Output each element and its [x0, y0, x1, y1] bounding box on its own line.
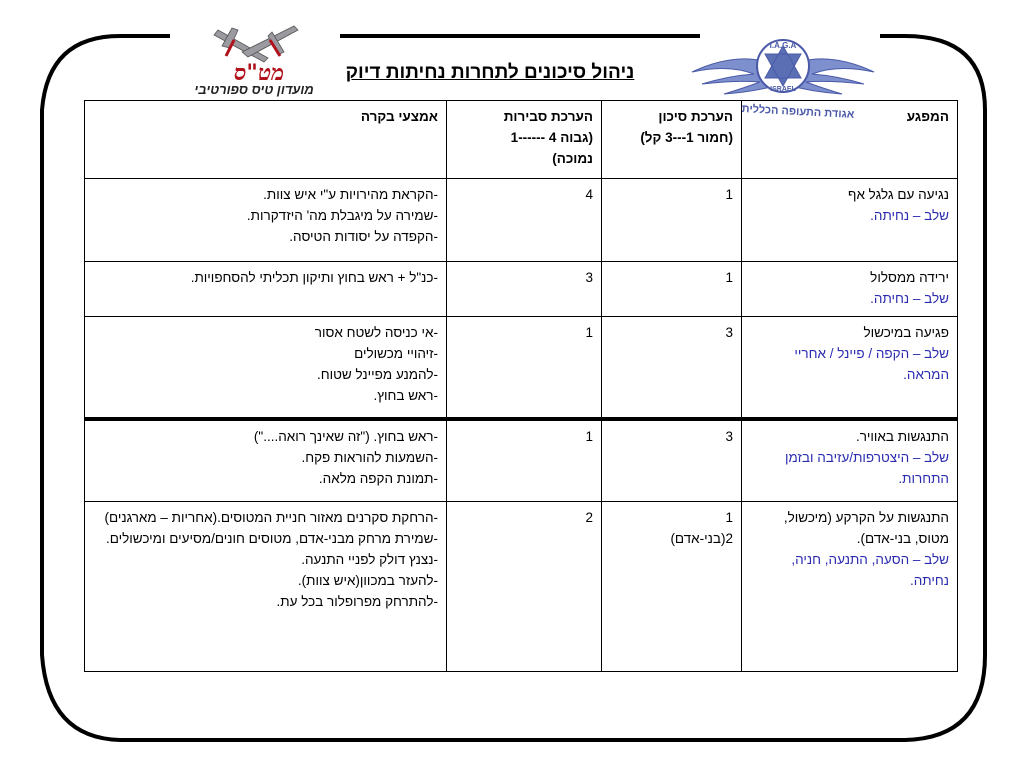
- table-row: [85, 179, 958, 262]
- hazard-cell: התנגשות באוויר. שלב – היצטרפות/עזיבה ובזמן התחרות.: [742, 419, 958, 502]
- controls-cell: -הקראת מהירויות ע"י איש צוות. -שמירה על מיגבלת מה' היזדקרות. -הקפדה על יסודות הטיסה.: [85, 179, 447, 262]
- controls-cell: -ראש בחוץ. ("זה שאינך רואה....") -השמעות להוראות פקח. -תמונת הקפה מלאה.: [85, 419, 447, 502]
- header-controls: אמצעי בקרה: [85, 101, 447, 179]
- emblem-bottom-text: ISRAEL: [770, 86, 796, 93]
- hazard-cell: פגיעה במיכשול שלב – הקפה / פיינל / אחריי המראה.: [742, 317, 958, 419]
- club-subtitle: מועדון טיס ספורטיבי: [194, 82, 314, 97]
- hazard-cell: נגיעה עם גלגל אף שלב – נחיתה.: [742, 179, 958, 262]
- hazard-cell: התנגשות על הקרקע (מיכשול, מטוס, בני-אדם). שלב – הסעה, התנעה, חניה, נחיתה.: [742, 502, 958, 672]
- risk-cell: 1: [602, 179, 742, 262]
- association-caption: אגודת התעופה הכללית: [741, 103, 855, 121]
- hazard-cell: ירידה ממסלול שלב – נחיתה.: [742, 262, 958, 317]
- likelihood-cell: 2: [447, 502, 602, 672]
- controls-cell: -הרחקת סקרנים מאזור חניית המטוסים.(אחריות – מארגנים) -שמירת מרחק מבני-אדם, מטוסים חונים/מסיעים ומיכשולים. -נצנץ דולק לפניי התנעה. -להעזר במכוון(איש צוות). -להתרחק מפרופלור בכל עת.: [85, 502, 447, 672]
- risk-cell: 1: [602, 262, 742, 317]
- club-name: מט"ס: [233, 60, 285, 86]
- controls-cell: -כנ"ל + ראש בחוץ ותיקון תכליתי להסחפויות.: [85, 262, 447, 317]
- table-row: [85, 419, 958, 502]
- likelihood-cell: 1: [447, 419, 602, 502]
- header-risk: הערכת סיכון (חמור 1---3 קל): [602, 101, 742, 179]
- header-hazard: המפגע: [742, 101, 958, 179]
- header-likelihood: הערכת סבירות (גבוה 4 ------1 נמוכה): [447, 101, 602, 179]
- likelihood-cell: 1: [447, 317, 602, 419]
- risk-table: [84, 100, 958, 672]
- table-row: [85, 502, 958, 672]
- likelihood-cell: 3: [447, 262, 602, 317]
- table-row: [85, 262, 958, 317]
- risk-cell: 3: [602, 419, 742, 502]
- controls-cell: -אי כניסה לשטח אסור -זיהויי מכשולים -להמנע מפיינל שטוח. -ראש בחוץ.: [85, 317, 447, 419]
- page-title: ניהול סיכונים לתחרות נחיתות דיוק: [345, 62, 635, 83]
- emblem-top-text: I.A.G.A: [769, 41, 797, 50]
- table-row: [85, 317, 958, 419]
- risk-cell: 3: [602, 317, 742, 419]
- table-header-row: [85, 101, 958, 179]
- risk-cell: 1 2(בני-אדם): [602, 502, 742, 672]
- likelihood-cell: 4: [447, 179, 602, 262]
